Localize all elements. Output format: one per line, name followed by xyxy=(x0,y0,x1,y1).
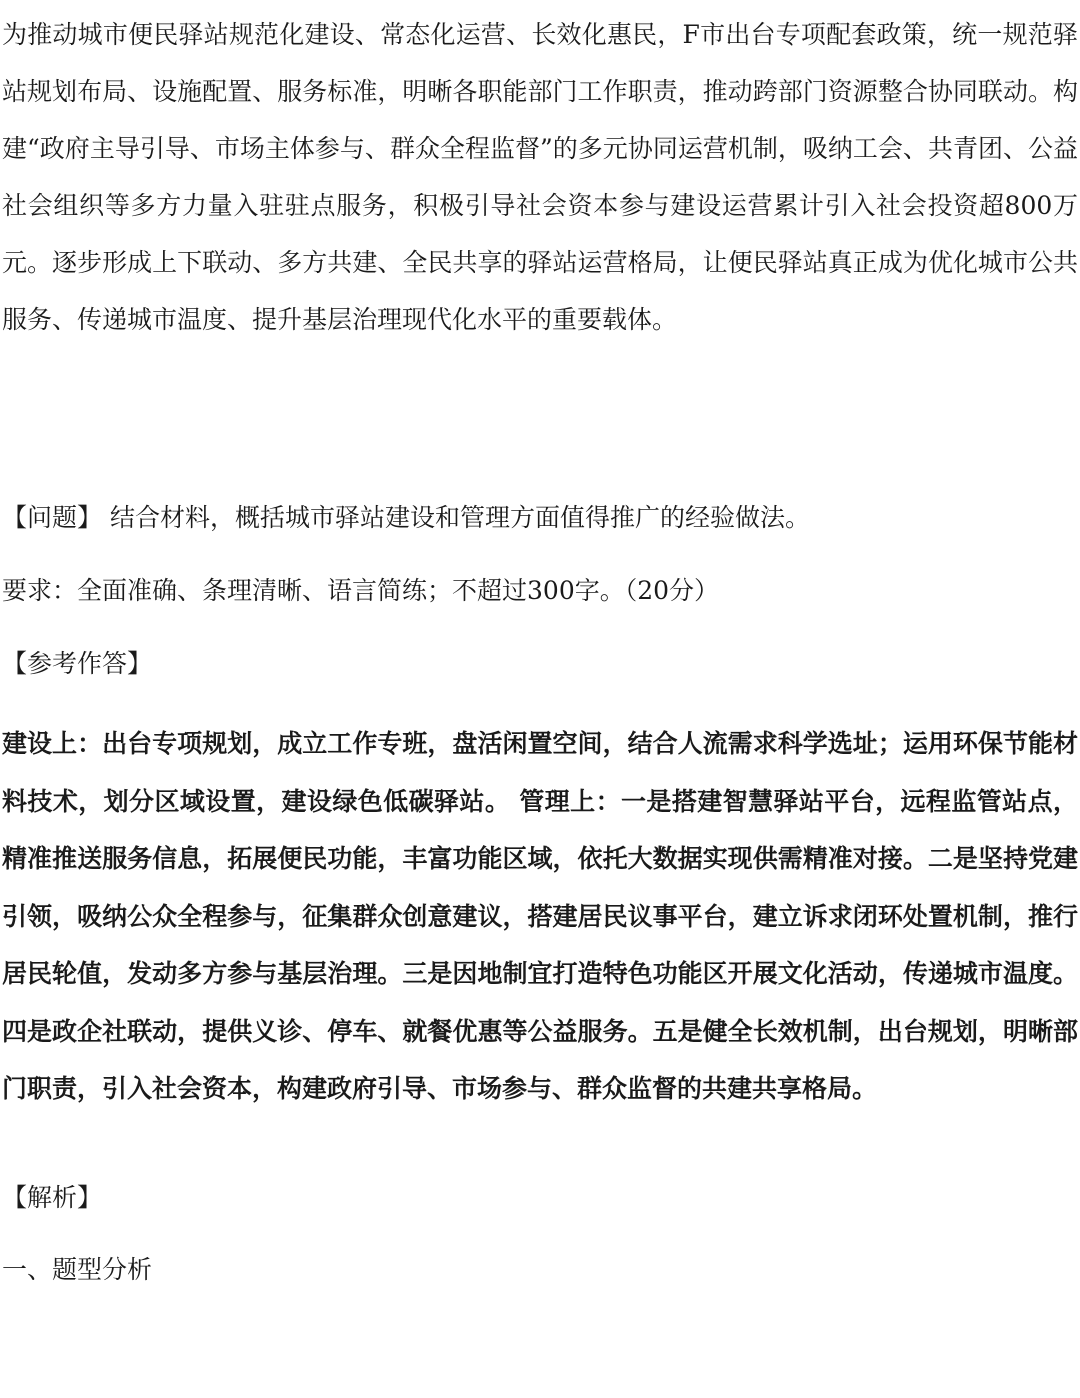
requirement-text: 要求：全面准确、条理清晰、语言简练；不超过300字。（20分） xyxy=(2,576,720,605)
question-text: 【问题】 结合材料，概括城市驿站建设和管理方面值得推广的经验做法。 xyxy=(2,503,810,532)
reference-answer-body: 建设上：出台专项规划，成立工作专班，盘活闲置空间，结合人流需求科学选址；运用环保节能材料技术，划分区域设置，建设绿色低碳驿站。 管理上：一是搭建智慧驿站平台，远程监管站点，精准推送服务信息，拓展便民功能，丰富功能区域，依托大数据实现供需精准对接。二是坚持党建引领，吸纳公众全程参与，征集群众创意建议，搭建居民议事平台，建立诉求闭环处置机制，推行居民轮值，发动多方参与基层治理。三是因地制宜打造特色功能区开展文化活动，传递城市温度。四是政企社联动，提供义诊、停车、就餐优惠等公益服务。五是健全长效机制，出台规划，明晰部门职责，引入社会资本，构建政府引导、市场参与、群众监督的共建共享格局。 xyxy=(2,729,1078,1103)
section-heading-question-type: 一、题型分析 xyxy=(2,1255,153,1284)
reference-answer-heading: 【参考作答】 xyxy=(2,649,153,678)
analysis-heading: 【解析】 xyxy=(2,1183,103,1212)
material-paragraph: 为推动城市便民驿站规范化建设、常态化运营、长效化惠民，F市出台专项配套政策，统一规范驿站规划布局、设施配置、服务标准，明晰各职能部门工作职责，推动跨部门资源整合协同联动。构建“政府主导引导、市场主体参与、群众全程监督”的多元协同运营机制，吸纳工会、共青团、公益社会组织等多方力量入驻驻点服务，积极引导社会资本参与建设运营累计引入社会投资超800万元。逐步形成上下联动、多方共建、全民共享的驿站运营格局，让便民驿站真正成为优化城市公共服务、传递城市温度、提升基层治理现代化水平的重要载体。 xyxy=(2,20,1078,334)
